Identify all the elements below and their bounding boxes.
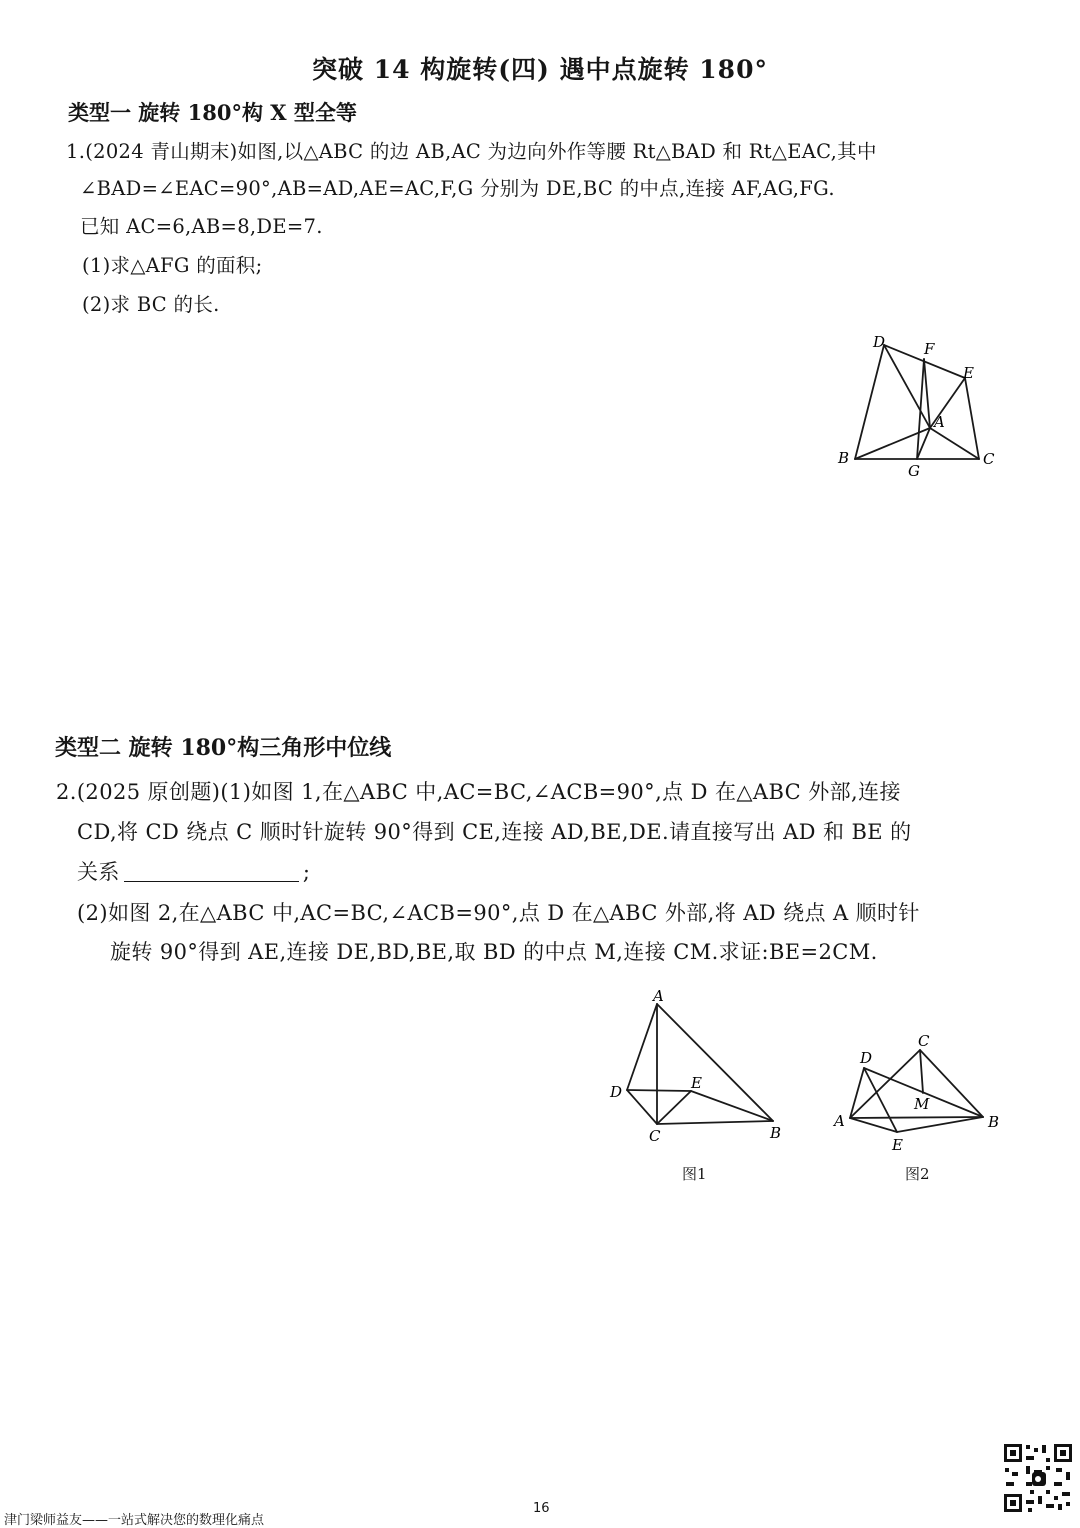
problem1-question2: (2)求 BC 的长. bbox=[82, 293, 220, 316]
segment-DE bbox=[627, 1090, 691, 1091]
label-E: E bbox=[963, 364, 974, 382]
segment-AC bbox=[930, 428, 979, 459]
problem2-figure1 bbox=[600, 985, 790, 1145]
section-heading-type1: 类型一 旋转 180°构 X 型全等 bbox=[68, 100, 357, 125]
label-E: E bbox=[892, 1136, 903, 1154]
answer-blank[interactable] bbox=[124, 881, 299, 882]
page-title: 突破 14 构旋转(四) 遇中点旋转 180° bbox=[312, 55, 768, 84]
section-heading-type2: 类型二 旋转 180°构三角形中位线 bbox=[55, 735, 392, 761]
problem2-line3-suffix: ; bbox=[302, 860, 311, 884]
problem2-line1: 2.(2025 原创题)(1)如图 1,在△ABC 中,AC=BC,∠ACB=90°,点 D 在△ABC 外部,连接 bbox=[56, 780, 901, 804]
segment-CM bbox=[920, 1050, 923, 1093]
label-B: B bbox=[770, 1124, 782, 1142]
label-D: D bbox=[610, 1083, 623, 1101]
problem1-line2: ∠BAD=∠EAC=90°,AB=AD,AE=AC,F,G 分别为 DE,BC 的中点,连接 AF,AG,FG. bbox=[80, 177, 835, 200]
problem2-line3 bbox=[77, 856, 310, 886]
segment-DC bbox=[627, 1090, 657, 1124]
problem1-figure bbox=[830, 328, 1010, 483]
label-B: B bbox=[988, 1113, 1000, 1131]
label-C: C bbox=[649, 1127, 661, 1145]
problem1-question1: (1)求△AFG 的面积; bbox=[82, 254, 263, 277]
qr-code-icon bbox=[1002, 1442, 1074, 1514]
label-F: F bbox=[924, 340, 935, 358]
problem2-line4: (2)如图 2,在△ABC 中,AC=BC,∠ACB=90°,点 D 在△ABC 外部,将 AD 绕点 A 顺时针 bbox=[77, 901, 920, 925]
label-A: A bbox=[653, 987, 664, 1005]
label-A: A bbox=[934, 413, 945, 431]
label-C: C bbox=[983, 450, 995, 468]
problem2-line3-prefix: 关系 bbox=[77, 860, 120, 884]
label-A: A bbox=[834, 1112, 845, 1130]
segment-CB bbox=[657, 1121, 773, 1124]
label-D: D bbox=[860, 1049, 873, 1067]
label-C: C bbox=[918, 1032, 930, 1050]
segment-AB bbox=[657, 1004, 773, 1121]
segment-EB bbox=[897, 1117, 983, 1132]
problem2-line2: CD,将 CD 绕点 C 顺时针旋转 90°得到 CE,连接 AD,BE,DE.请直接写出 AD 和 BE 的 bbox=[77, 820, 912, 844]
figure2-caption: 图2 bbox=[905, 1165, 930, 1183]
problem2-line5: 旋转 90°得到 AE,连接 DE,BD,BE,取 BD 的中点 M,连接 CM.求证:BE=2CM. bbox=[110, 940, 878, 964]
figure1-caption: 图1 bbox=[682, 1165, 707, 1183]
segment-BD bbox=[855, 345, 884, 459]
problem2-figure2 bbox=[830, 1025, 1010, 1155]
segment-CE bbox=[657, 1091, 691, 1124]
segment-AD bbox=[627, 1004, 657, 1090]
label-M: M bbox=[914, 1095, 930, 1113]
label-B: B bbox=[838, 449, 850, 467]
problem1-line1: 1.(2024 青山期末)如图,以△ABC 的边 AB,AC 为边向外作等腰 Rt△BAD 和 Rt△EAC,其中 bbox=[66, 140, 877, 163]
segment-CB bbox=[920, 1050, 983, 1117]
label-D: D bbox=[873, 333, 886, 351]
segment-EB bbox=[691, 1091, 773, 1121]
label-E: E bbox=[691, 1074, 702, 1092]
segment-AB bbox=[850, 1117, 983, 1118]
footer-slogan: 津门梁师益友——一站式解决您的数理化痛点 bbox=[4, 1513, 265, 1528]
page-number: 16 bbox=[533, 1501, 550, 1516]
label-G: G bbox=[908, 462, 920, 480]
problem1-line3: 已知 AC=6,AB=8,DE=7. bbox=[80, 215, 323, 238]
segment-EC bbox=[965, 378, 979, 459]
